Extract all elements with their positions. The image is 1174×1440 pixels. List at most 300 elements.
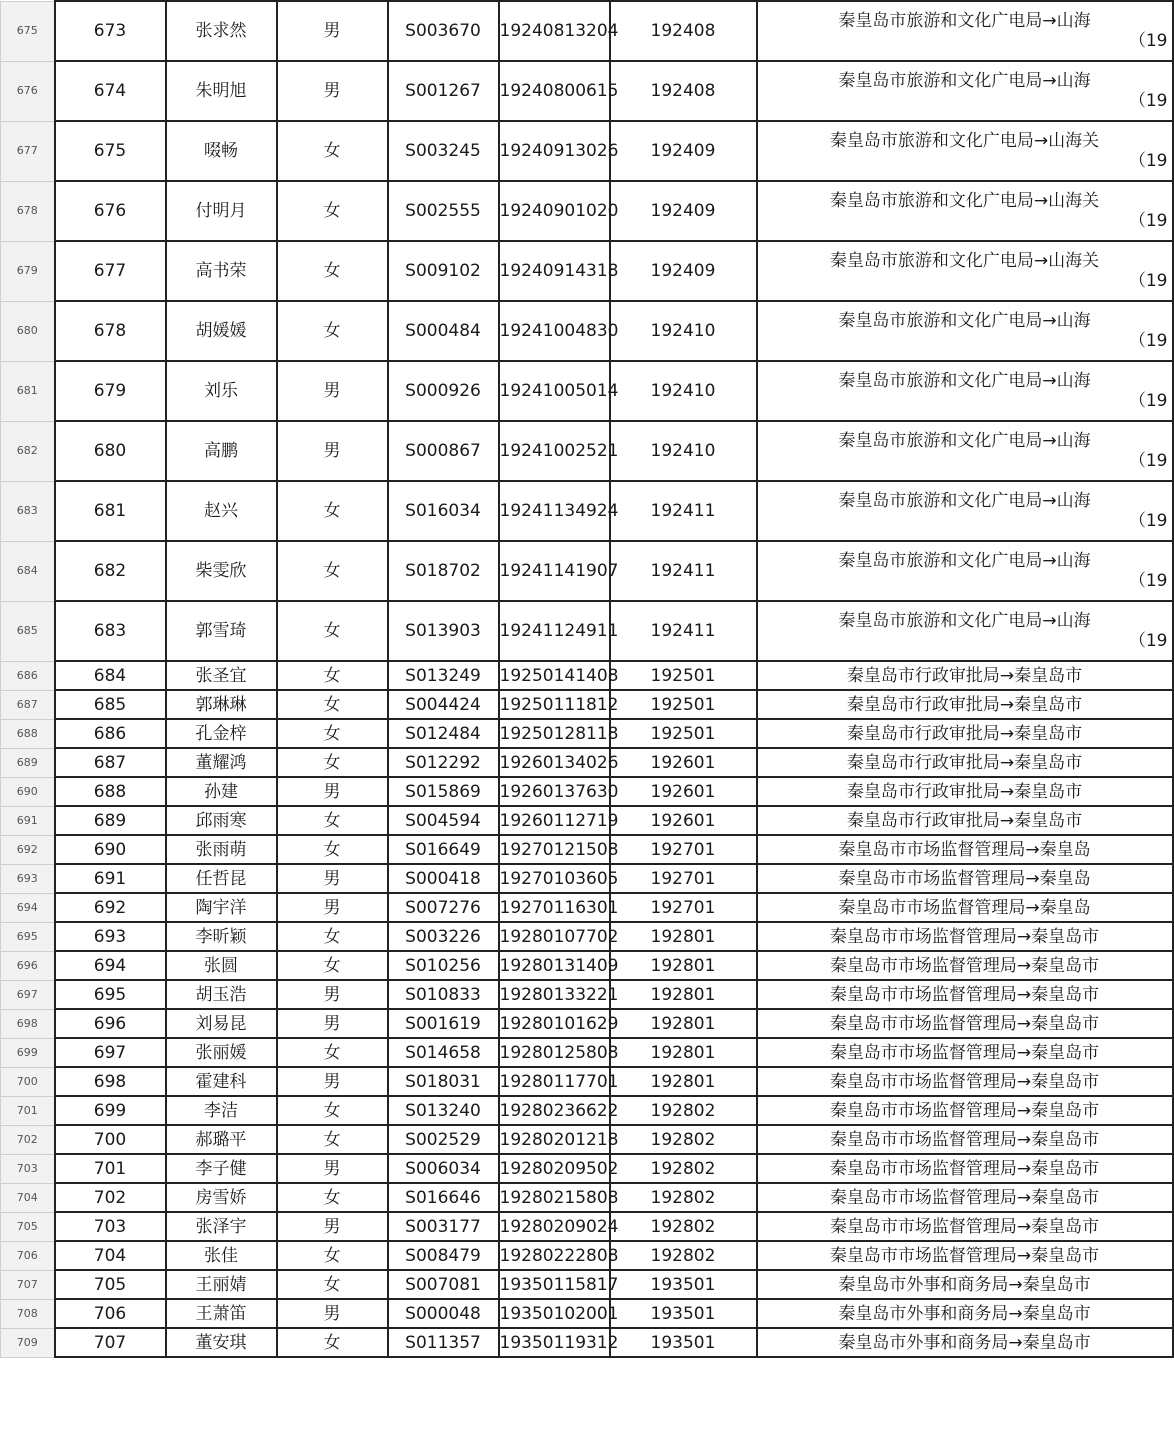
serial-number-cell[interactable]: 703 [55, 1212, 166, 1241]
ticket-number-cell[interactable]: 19280222808 [499, 1241, 610, 1270]
serial-number-cell[interactable]: 684 [55, 661, 166, 690]
gender-cell[interactable]: 女 [277, 541, 388, 601]
code-cell[interactable]: S012484 [388, 719, 499, 748]
name-cell[interactable]: 朱明旭 [166, 61, 277, 121]
position-code-cell[interactable]: 192501 [610, 661, 757, 690]
department-line: 秦皇岛市行政审批局→秦皇岛市 [846, 694, 1083, 715]
row-number[interactable]: 697 [1, 980, 55, 1009]
row-number[interactable]: 693 [1, 864, 55, 893]
code-cell[interactable]: S003177 [388, 1212, 499, 1241]
code-cell[interactable]: S010256 [388, 951, 499, 980]
code-cell[interactable]: S016034 [388, 481, 499, 541]
gender-cell[interactable]: 男 [277, 1212, 388, 1241]
row-number[interactable]: 688 [1, 719, 55, 748]
department-cell[interactable] [757, 748, 1173, 777]
serial-number-cell[interactable]: 695 [55, 980, 166, 1009]
name-cell[interactable]: 张泽宇 [166, 1212, 277, 1241]
department-cell[interactable] [757, 1038, 1173, 1067]
ticket-number-cell[interactable]: 19260134026 [499, 748, 610, 777]
serial-number-cell[interactable]: 693 [55, 922, 166, 951]
row-number[interactable]: 677 [1, 121, 55, 181]
department-cell[interactable] [757, 951, 1173, 980]
ticket-number-cell[interactable]: 19240913026 [499, 121, 610, 181]
name-cell[interactable]: 高鹏 [166, 421, 277, 481]
department-cell[interactable] [757, 1328, 1173, 1357]
code-cell[interactable]: S001619 [388, 1009, 499, 1038]
row-number[interactable]: 695 [1, 922, 55, 951]
code-cell[interactable]: S003670 [388, 1, 499, 61]
name-cell[interactable]: 任哲昆 [166, 864, 277, 893]
department-cell[interactable] [757, 893, 1173, 922]
department-cell[interactable] [757, 61, 1173, 121]
gender-cell[interactable]: 男 [277, 1154, 388, 1183]
ticket-number-cell[interactable]: 19280117701 [499, 1067, 610, 1096]
department-cell[interactable] [757, 481, 1173, 541]
name-cell[interactable]: 孔金梓 [166, 719, 277, 748]
position-code-cell[interactable]: 192411 [610, 481, 757, 541]
gender-cell[interactable]: 女 [277, 301, 388, 361]
ticket-number-cell[interactable]: 19280201218 [499, 1125, 610, 1154]
gender-cell[interactable]: 男 [277, 980, 388, 1009]
gender-cell[interactable]: 男 [277, 777, 388, 806]
position-code-cell[interactable]: 192601 [610, 748, 757, 777]
ticket-number-cell[interactable]: 19241004830 [499, 301, 610, 361]
gender-cell[interactable]: 女 [277, 241, 388, 301]
gender-cell[interactable]: 女 [277, 481, 388, 541]
position-code-cell[interactable]: 192802 [610, 1125, 757, 1154]
code-cell[interactable]: S000867 [388, 421, 499, 481]
ticket-number-cell[interactable]: 19280236622 [499, 1096, 610, 1125]
department-cell[interactable] [757, 1299, 1173, 1328]
serial-number-cell[interactable]: 680 [55, 421, 166, 481]
position-code-cell[interactable]: 192801 [610, 951, 757, 980]
serial-number-cell[interactable]: 696 [55, 1009, 166, 1038]
position-code-cell[interactable]: 192409 [610, 241, 757, 301]
position-code-cell[interactable]: 192409 [610, 181, 757, 241]
gender-cell[interactable]: 女 [277, 1328, 388, 1357]
position-code-cell[interactable]: 192601 [610, 806, 757, 835]
position-code-cell[interactable]: 192701 [610, 835, 757, 864]
serial-number-cell[interactable]: 673 [55, 1, 166, 61]
serial-number-cell[interactable]: 701 [55, 1154, 166, 1183]
table-row [1, 690, 1173, 719]
position-code-cell[interactable]: 192802 [610, 1212, 757, 1241]
serial-number-cell[interactable]: 686 [55, 719, 166, 748]
name-cell[interactable]: 柴雯欣 [166, 541, 277, 601]
table-row [1, 1038, 1173, 1067]
ticket-number-cell[interactable]: 19280209024 [499, 1212, 610, 1241]
department-cell[interactable] [757, 421, 1173, 481]
code-cell[interactable]: S018702 [388, 541, 499, 601]
code-cell[interactable]: S007276 [388, 893, 499, 922]
name-cell[interactable]: 高书荣 [166, 241, 277, 301]
name-cell[interactable]: 张雨萌 [166, 835, 277, 864]
department-cell[interactable] [757, 1183, 1173, 1212]
ticket-number-cell[interactable]: 19350102001 [499, 1299, 610, 1328]
code-cell[interactable]: S000048 [388, 1299, 499, 1328]
position-code-cell[interactable]: 192802 [610, 1183, 757, 1212]
row-number[interactable]: 680 [1, 301, 55, 361]
department-cell[interactable] [757, 690, 1173, 719]
name-cell[interactable]: 郭雪琦 [166, 601, 277, 661]
code-cell[interactable]: S004424 [388, 690, 499, 719]
row-number[interactable]: 707 [1, 1270, 55, 1299]
gender-cell[interactable]: 女 [277, 1183, 388, 1212]
ticket-number-cell[interactable]: 19270116301 [499, 893, 610, 922]
code-cell[interactable]: S008479 [388, 1241, 499, 1270]
serial-number-cell[interactable]: 702 [55, 1183, 166, 1212]
name-cell[interactable]: 李昕颖 [166, 922, 277, 951]
name-cell[interactable]: 房雪娇 [166, 1183, 277, 1212]
position-code-cell[interactable]: 193501 [610, 1328, 757, 1357]
row-number[interactable]: 704 [1, 1183, 55, 1212]
code-cell[interactable]: S013240 [388, 1096, 499, 1125]
name-cell[interactable]: 刘易昆 [166, 1009, 277, 1038]
serial-number-cell[interactable]: 685 [55, 690, 166, 719]
department-cell[interactable] [757, 1067, 1173, 1096]
gender-cell[interactable]: 女 [277, 1096, 388, 1125]
row-number[interactable]: 678 [1, 181, 55, 241]
code-cell[interactable]: S015869 [388, 777, 499, 806]
department-cell[interactable] [757, 601, 1173, 661]
row-number[interactable]: 708 [1, 1299, 55, 1328]
row-number[interactable]: 675 [1, 1, 55, 61]
code-cell[interactable]: S010833 [388, 980, 499, 1009]
ticket-number-cell[interactable]: 19250141408 [499, 661, 610, 690]
serial-number-cell[interactable]: 706 [55, 1299, 166, 1328]
department-cell[interactable] [757, 1009, 1173, 1038]
department-cell[interactable] [757, 980, 1173, 1009]
code-cell[interactable]: S018031 [388, 1067, 499, 1096]
position-code-cell[interactable]: 192410 [610, 421, 757, 481]
row-number[interactable]: 692 [1, 835, 55, 864]
name-cell[interactable]: 胡玉浩 [166, 980, 277, 1009]
gender-cell[interactable]: 女 [277, 1241, 388, 1270]
table-row [1, 661, 1173, 690]
table-row [1, 421, 1173, 481]
department-cell[interactable] [757, 835, 1173, 864]
serial-number-cell[interactable]: 690 [55, 835, 166, 864]
department-cell[interactable] [757, 1241, 1173, 1270]
code-cell[interactable]: S001267 [388, 61, 499, 121]
department-line: 秦皇岛市市场监督管理局→秦皇岛市 [829, 926, 1100, 947]
position-code-cell[interactable]: 192802 [610, 1096, 757, 1125]
serial-number-cell[interactable]: 700 [55, 1125, 166, 1154]
position-code-cell[interactable]: 192801 [610, 1067, 757, 1096]
position-code-cell[interactable]: 192409 [610, 121, 757, 181]
serial-number-cell[interactable]: 674 [55, 61, 166, 121]
code-cell[interactable]: S000484 [388, 301, 499, 361]
ticket-number-cell[interactable]: 19280107702 [499, 922, 610, 951]
serial-number-cell[interactable]: 675 [55, 121, 166, 181]
name-cell[interactable]: 陶宇洋 [166, 893, 277, 922]
serial-number-cell[interactable]: 705 [55, 1270, 166, 1299]
row-number[interactable]: 698 [1, 1009, 55, 1038]
department-cell[interactable] [757, 541, 1173, 601]
department-cell[interactable] [757, 1125, 1173, 1154]
code-cell[interactable]: S003226 [388, 922, 499, 951]
position-code-cell[interactable]: 192802 [610, 1241, 757, 1270]
row-number[interactable]: 706 [1, 1241, 55, 1270]
name-cell[interactable]: 董安琪 [166, 1328, 277, 1357]
name-cell[interactable]: 李子健 [166, 1154, 277, 1183]
position-code-cell[interactable]: 192411 [610, 601, 757, 661]
gender-cell[interactable]: 男 [277, 1009, 388, 1038]
gender-cell[interactable]: 男 [277, 1, 388, 61]
name-cell[interactable]: 刘乐 [166, 361, 277, 421]
serial-number-cell[interactable]: 683 [55, 601, 166, 661]
name-cell[interactable]: 张圣宜 [166, 661, 277, 690]
ticket-number-cell[interactable]: 19260137630 [499, 777, 610, 806]
ticket-number-cell[interactable]: 19250128118 [499, 719, 610, 748]
position-code-cell[interactable]: 192501 [610, 690, 757, 719]
serial-number-cell[interactable]: 704 [55, 1241, 166, 1270]
code-cell[interactable]: S003245 [388, 121, 499, 181]
gender-cell[interactable]: 男 [277, 1067, 388, 1096]
department-cell[interactable] [757, 241, 1173, 301]
name-cell[interactable]: 孙建 [166, 777, 277, 806]
row-number[interactable]: 691 [1, 806, 55, 835]
gender-cell[interactable]: 女 [277, 690, 388, 719]
name-cell[interactable]: 董耀鸿 [166, 748, 277, 777]
serial-number-cell[interactable]: 678 [55, 301, 166, 361]
row-number[interactable]: 709 [1, 1328, 55, 1357]
department-cell[interactable] [757, 181, 1173, 241]
row-number[interactable]: 676 [1, 61, 55, 121]
position-code-cell[interactable]: 192801 [610, 1038, 757, 1067]
row-number[interactable]: 685 [1, 601, 55, 661]
ticket-number-cell[interactable]: 19280209502 [499, 1154, 610, 1183]
row-number[interactable]: 699 [1, 1038, 55, 1067]
row-number[interactable]: 690 [1, 777, 55, 806]
ticket-number-cell[interactable]: 19250111812 [499, 690, 610, 719]
serial-number-cell[interactable]: 691 [55, 864, 166, 893]
gender-cell[interactable]: 男 [277, 61, 388, 121]
position-code-cell[interactable]: 192801 [610, 1009, 757, 1038]
position-code-cell[interactable]: 192410 [610, 301, 757, 361]
ticket-number-cell[interactable]: 19280133221 [499, 980, 610, 1009]
department-line: 秦皇岛市市场监督管理局→秦皇岛市 [829, 1129, 1100, 1150]
name-cell[interactable]: 胡媛媛 [166, 301, 277, 361]
gender-cell[interactable]: 女 [277, 951, 388, 980]
name-cell[interactable]: 赵兴 [166, 481, 277, 541]
code-cell[interactable]: S002555 [388, 181, 499, 241]
position-code-cell[interactable]: 192410 [610, 361, 757, 421]
name-cell[interactable]: 李洁 [166, 1096, 277, 1125]
department-line: 秦皇岛市市场监督管理局→秦皇岛市 [829, 1187, 1100, 1208]
department-cell[interactable] [757, 1096, 1173, 1125]
row-number[interactable]: 705 [1, 1212, 55, 1241]
department-line: 秦皇岛市市场监督管理局→秦皇岛市 [829, 1158, 1100, 1179]
ticket-number-cell[interactable]: 19280131409 [499, 951, 610, 980]
row-number[interactable]: 701 [1, 1096, 55, 1125]
ticket-number-cell[interactable]: 19280125808 [499, 1038, 610, 1067]
code-cell[interactable]: S012292 [388, 748, 499, 777]
department-cell[interactable] [757, 1154, 1173, 1183]
gender-cell[interactable]: 女 [277, 601, 388, 661]
gender-cell[interactable]: 女 [277, 181, 388, 241]
ticket-number-cell[interactable]: 19240800615 [499, 61, 610, 121]
serial-number-cell[interactable]: 694 [55, 951, 166, 980]
position-code-cell[interactable]: 192408 [610, 61, 757, 121]
code-cell[interactable]: S011357 [388, 1328, 499, 1357]
department-cell[interactable] [757, 661, 1173, 690]
row-number[interactable]: 687 [1, 690, 55, 719]
row-number[interactable]: 683 [1, 481, 55, 541]
row-number[interactable]: 679 [1, 241, 55, 301]
ticket-number-cell[interactable]: 19241002521 [499, 421, 610, 481]
department-text [758, 551, 1172, 591]
table-row [1, 181, 1173, 241]
department-cell[interactable] [757, 1212, 1173, 1241]
code-cell[interactable]: S002529 [388, 1125, 499, 1154]
row-number[interactable]: 682 [1, 421, 55, 481]
row-number[interactable]: 684 [1, 541, 55, 601]
name-cell[interactable]: 张求然 [166, 1, 277, 61]
serial-number-cell[interactable]: 707 [55, 1328, 166, 1357]
code-cell[interactable]: S000418 [388, 864, 499, 893]
gender-cell[interactable]: 男 [277, 864, 388, 893]
position-code-cell[interactable]: 192701 [610, 893, 757, 922]
serial-number-cell[interactable]: 679 [55, 361, 166, 421]
position-code-cell[interactable]: 192801 [610, 980, 757, 1009]
name-cell[interactable]: 霍建科 [166, 1067, 277, 1096]
ticket-number-cell[interactable]: 19240914318 [499, 241, 610, 301]
table-row [1, 241, 1173, 301]
code-cell[interactable]: S007081 [388, 1270, 499, 1299]
name-cell[interactable]: 邱雨寒 [166, 806, 277, 835]
name-cell[interactable]: 王丽婧 [166, 1270, 277, 1299]
code-cell[interactable]: S004594 [388, 806, 499, 835]
row-number[interactable]: 689 [1, 748, 55, 777]
position-code-cell[interactable]: 192601 [610, 777, 757, 806]
department-text [758, 753, 1172, 773]
name-cell[interactable]: 张佳 [166, 1241, 277, 1270]
ticket-number-cell[interactable]: 19270103605 [499, 864, 610, 893]
serial-number-cell[interactable]: 689 [55, 806, 166, 835]
gender-cell[interactable]: 女 [277, 1125, 388, 1154]
position-code-cell[interactable]: 192802 [610, 1154, 757, 1183]
name-cell[interactable]: 付明月 [166, 181, 277, 241]
row-number[interactable]: 694 [1, 893, 55, 922]
gender-cell[interactable]: 女 [277, 1270, 388, 1299]
gender-cell[interactable]: 女 [277, 121, 388, 181]
position-code-cell[interactable]: 192408 [610, 1, 757, 61]
code-cell[interactable]: S016649 [388, 835, 499, 864]
serial-number-cell[interactable]: 682 [55, 541, 166, 601]
name-cell[interactable]: 王萧笛 [166, 1299, 277, 1328]
ticket-number-cell[interactable]: 19241134924 [499, 481, 610, 541]
ticket-number-cell[interactable]: 19350119312 [499, 1328, 610, 1357]
gender-cell[interactable]: 女 [277, 922, 388, 951]
ticket-number-cell[interactable]: 19241124911 [499, 601, 610, 661]
row-number[interactable]: 702 [1, 1125, 55, 1154]
serial-number-cell[interactable]: 681 [55, 481, 166, 541]
gender-cell[interactable]: 女 [277, 719, 388, 748]
ticket-number-cell[interactable]: 19240901020 [499, 181, 610, 241]
department-line-continued: （19 [1128, 631, 1168, 651]
department-text [758, 251, 1172, 291]
serial-number-cell[interactable]: 687 [55, 748, 166, 777]
department-cell[interactable] [757, 301, 1173, 361]
department-text [758, 491, 1172, 531]
department-cell[interactable] [757, 121, 1173, 181]
code-cell[interactable]: S013249 [388, 661, 499, 690]
ticket-number-cell[interactable]: 19241141907 [499, 541, 610, 601]
name-cell[interactable]: 啜畅 [166, 121, 277, 181]
code-cell[interactable]: S016646 [388, 1183, 499, 1212]
serial-number-cell[interactable]: 699 [55, 1096, 166, 1125]
name-cell[interactable]: 张丽媛 [166, 1038, 277, 1067]
serial-number-cell[interactable]: 677 [55, 241, 166, 301]
row-number[interactable]: 696 [1, 951, 55, 980]
department-cell[interactable] [757, 806, 1173, 835]
row-number[interactable]: 681 [1, 361, 55, 421]
department-cell[interactable] [757, 1, 1173, 61]
gender-cell[interactable]: 女 [277, 1038, 388, 1067]
serial-number-cell[interactable]: 688 [55, 777, 166, 806]
code-cell[interactable]: S006034 [388, 1154, 499, 1183]
department-cell[interactable] [757, 922, 1173, 951]
gender-cell[interactable]: 男 [277, 893, 388, 922]
code-cell[interactable]: S013903 [388, 601, 499, 661]
serial-number-cell[interactable]: 692 [55, 893, 166, 922]
gender-cell[interactable]: 男 [277, 361, 388, 421]
department-cell[interactable] [757, 864, 1173, 893]
name-cell[interactable]: 郭琳琳 [166, 690, 277, 719]
department-cell[interactable] [757, 777, 1173, 806]
gender-cell[interactable]: 女 [277, 661, 388, 690]
ticket-number-cell[interactable]: 19260112719 [499, 806, 610, 835]
gender-cell[interactable]: 男 [277, 1299, 388, 1328]
row-number[interactable]: 686 [1, 661, 55, 690]
gender-cell[interactable]: 女 [277, 835, 388, 864]
code-cell[interactable]: S014658 [388, 1038, 499, 1067]
position-code-cell[interactable]: 193501 [610, 1299, 757, 1328]
ticket-number-cell[interactable]: 19280101629 [499, 1009, 610, 1038]
department-cell[interactable] [757, 1270, 1173, 1299]
row-number[interactable]: 700 [1, 1067, 55, 1096]
gender-cell[interactable]: 女 [277, 806, 388, 835]
position-code-cell[interactable]: 193501 [610, 1270, 757, 1299]
serial-number-cell[interactable]: 698 [55, 1067, 166, 1096]
name-cell[interactable]: 郝璐平 [166, 1125, 277, 1154]
ticket-number-cell[interactable]: 19240813204 [499, 1, 610, 61]
gender-cell[interactable]: 男 [277, 421, 388, 481]
gender-cell[interactable]: 女 [277, 748, 388, 777]
row-number[interactable]: 703 [1, 1154, 55, 1183]
position-code-cell[interactable]: 192501 [610, 719, 757, 748]
department-line: 秦皇岛市旅游和文化广电局→山海 [838, 11, 1091, 31]
position-code-cell[interactable]: 192701 [610, 864, 757, 893]
table-row [1, 1096, 1173, 1125]
ticket-number-cell[interactable]: 19350115817 [499, 1270, 610, 1299]
ticket-number-cell[interactable]: 19270121508 [499, 835, 610, 864]
department-cell[interactable] [757, 361, 1173, 421]
position-code-cell[interactable]: 192801 [610, 922, 757, 951]
department-line-continued: （19 [1128, 151, 1168, 171]
ticket-number-cell[interactable]: 19241005014 [499, 361, 610, 421]
ticket-number-cell[interactable]: 19280215808 [499, 1183, 610, 1212]
serial-number-cell[interactable]: 697 [55, 1038, 166, 1067]
serial-number-cell[interactable]: 676 [55, 181, 166, 241]
code-cell[interactable]: S009102 [388, 241, 499, 301]
position-code-cell[interactable]: 192411 [610, 541, 757, 601]
name-cell[interactable]: 张圆 [166, 951, 277, 980]
department-line: 秦皇岛市旅游和文化广电局→山海 [838, 551, 1091, 571]
department-cell[interactable] [757, 719, 1173, 748]
code-cell[interactable]: S000926 [388, 361, 499, 421]
